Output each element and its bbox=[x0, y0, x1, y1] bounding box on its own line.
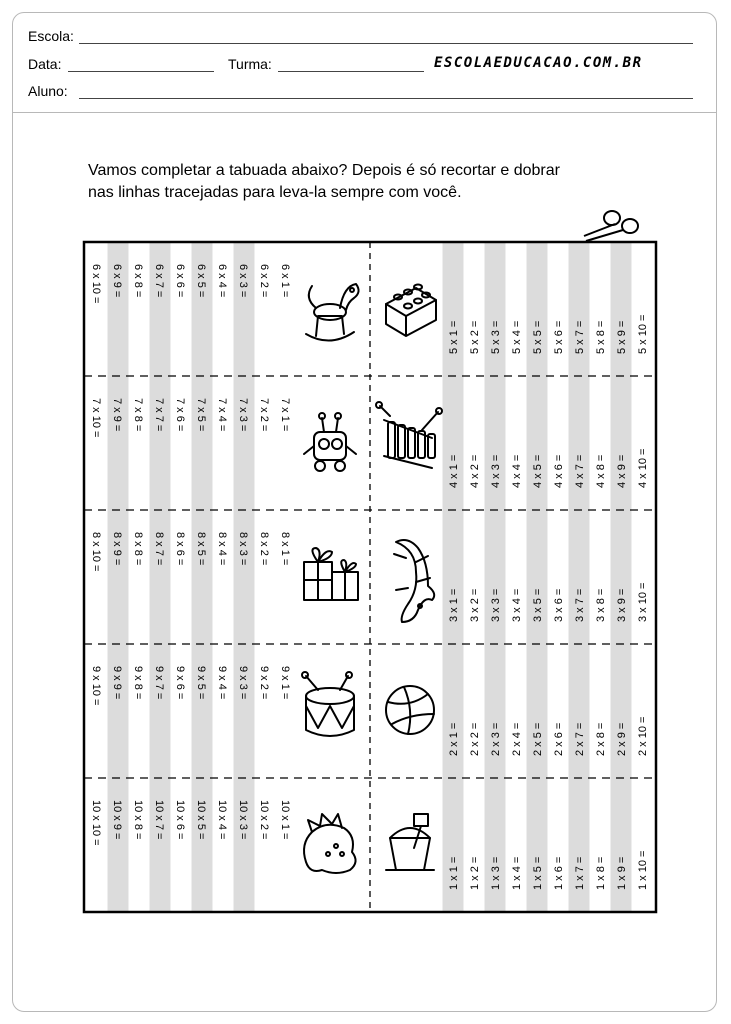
fact-8x7: 8 x 7 = bbox=[153, 532, 165, 566]
fact-2x3: 2 x 3 = bbox=[490, 722, 502, 756]
fact-10x5: 10 x 5 = bbox=[195, 800, 207, 840]
fact-6x1: 6 x 1 = bbox=[279, 264, 291, 298]
fact-6x5: 6 x 5 = bbox=[195, 264, 207, 298]
sand-bucket-icon bbox=[386, 814, 434, 870]
fact-6x10: 6 x 10 = bbox=[90, 264, 102, 304]
fact-5x3: 5 x 3 = bbox=[490, 320, 502, 354]
lego-block-icon bbox=[386, 285, 436, 337]
beach-ball-icon bbox=[386, 686, 434, 734]
fact-10x9: 10 x 9 = bbox=[111, 800, 123, 840]
fact-1x7: 1 x 7 = bbox=[574, 856, 586, 890]
fact-2x10: 2 x 10 = bbox=[637, 716, 649, 756]
instructions-line-1: Vamos completar a tabuada abaixo? Depois é só recortar e dobrar bbox=[88, 162, 560, 179]
fact-8x6: 8 x 6 = bbox=[174, 532, 186, 566]
fact-4x5: 4 x 5 = bbox=[532, 454, 544, 488]
drum-icon bbox=[302, 672, 354, 736]
turma-label: Turma: bbox=[228, 56, 272, 72]
fact-3x8: 3 x 8 = bbox=[595, 588, 607, 622]
fact-5x5: 5 x 5 = bbox=[532, 320, 544, 354]
fact-5x4: 5 x 4 = bbox=[511, 320, 523, 354]
fact-10x6: 10 x 6 = bbox=[174, 800, 186, 840]
fact-2x2: 2 x 2 = bbox=[469, 722, 481, 756]
fact-8x8: 8 x 8 = bbox=[132, 532, 144, 566]
fact-4x2: 4 x 2 = bbox=[469, 454, 481, 488]
robot-icon bbox=[304, 413, 356, 471]
fact-3x3: 3 x 3 = bbox=[490, 588, 502, 622]
fact-1x10: 1 x 10 = bbox=[637, 850, 649, 890]
fact-5x6: 5 x 6 = bbox=[553, 320, 565, 354]
fact-3x10: 3 x 10 = bbox=[637, 582, 649, 622]
fact-10x2: 10 x 2 = bbox=[258, 800, 270, 840]
fact-5x7: 5 x 7 = bbox=[574, 320, 586, 354]
fact-1x2: 1 x 2 = bbox=[469, 856, 481, 890]
fact-9x2: 9 x 2 = bbox=[258, 666, 270, 700]
fact-10x3: 10 x 3 = bbox=[237, 800, 249, 840]
fact-2x8: 2 x 8 = bbox=[595, 722, 607, 756]
rocking-horse-icon bbox=[306, 284, 359, 341]
site-brand: ESCOLAEDUCACAO.COM.BR bbox=[434, 55, 643, 71]
scissors-icon bbox=[584, 211, 638, 241]
fact-1x6: 1 x 6 = bbox=[553, 856, 565, 890]
fact-3x2: 3 x 2 = bbox=[469, 588, 481, 622]
fact-9x3: 9 x 3 = bbox=[237, 666, 249, 700]
fact-1x3: 1 x 3 = bbox=[490, 856, 502, 890]
fact-8x10: 8 x 10 = bbox=[90, 532, 102, 572]
fact-5x8: 5 x 8 = bbox=[595, 320, 607, 354]
fact-2x5: 2 x 5 = bbox=[532, 722, 544, 756]
fact-7x9: 7 x 9 = bbox=[111, 398, 123, 432]
xylophone-icon bbox=[376, 402, 442, 468]
fact-3x1: 3 x 1 = bbox=[448, 588, 460, 622]
fact-1x4: 1 x 4 = bbox=[511, 856, 523, 890]
pictures bbox=[302, 284, 442, 873]
fact-9x9: 9 x 9 = bbox=[111, 666, 123, 700]
fact-8x9: 8 x 9 = bbox=[111, 532, 123, 566]
fact-7x3: 7 x 3 = bbox=[237, 398, 249, 432]
fact-7x6: 7 x 6 = bbox=[174, 398, 186, 432]
fact-6x9: 6 x 9 = bbox=[111, 264, 123, 298]
fact-8x5: 8 x 5 = bbox=[195, 532, 207, 566]
fact-4x9: 4 x 9 = bbox=[616, 454, 628, 488]
fact-8x4: 8 x 4 = bbox=[216, 532, 228, 566]
fact-4x6: 4 x 6 = bbox=[553, 454, 565, 488]
fact-8x2: 8 x 2 = bbox=[258, 532, 270, 566]
escola-label: Escola: bbox=[28, 28, 74, 44]
fact-6x4: 6 x 4 = bbox=[216, 264, 228, 298]
fact-7x8: 7 x 8 = bbox=[132, 398, 144, 432]
fact-4x1: 4 x 1 = bbox=[448, 454, 460, 488]
fact-1x8: 1 x 8 = bbox=[595, 856, 607, 890]
fact-6x8: 6 x 8 = bbox=[132, 264, 144, 298]
fact-9x1: 9 x 1 = bbox=[279, 666, 291, 700]
fact-9x5: 9 x 5 = bbox=[195, 666, 207, 700]
fact-4x10: 4 x 10 = bbox=[637, 448, 649, 488]
fact-9x4: 9 x 4 = bbox=[216, 666, 228, 700]
fact-4x3: 4 x 3 = bbox=[490, 454, 502, 488]
fact-3x9: 3 x 9 = bbox=[616, 588, 628, 622]
fact-2x7: 2 x 7 = bbox=[574, 722, 586, 756]
fact-1x1: 1 x 1 = bbox=[448, 856, 460, 890]
fact-1x5: 1 x 5 = bbox=[532, 856, 544, 890]
dinosaur-icon bbox=[304, 814, 356, 873]
fact-5x2: 5 x 2 = bbox=[469, 320, 481, 354]
fact-7x7: 7 x 7 = bbox=[153, 398, 165, 432]
fact-9x8: 9 x 8 = bbox=[132, 666, 144, 700]
fact-1x9: 1 x 9 = bbox=[616, 856, 628, 890]
fact-3x4: 3 x 4 = bbox=[511, 588, 523, 622]
fact-9x6: 9 x 6 = bbox=[174, 666, 186, 700]
fact-3x5: 3 x 5 = bbox=[532, 588, 544, 622]
fact-4x8: 4 x 8 = bbox=[595, 454, 607, 488]
fact-10x4: 10 x 4 = bbox=[216, 800, 228, 840]
fact-7x2: 7 x 2 = bbox=[258, 398, 270, 432]
fact-2x4: 2 x 4 = bbox=[511, 722, 523, 756]
fact-3x6: 3 x 6 = bbox=[553, 588, 565, 622]
fact-5x9: 5 x 9 = bbox=[616, 320, 628, 354]
fact-7x5: 7 x 5 = bbox=[195, 398, 207, 432]
fact-5x10: 5 x 10 = bbox=[637, 314, 649, 354]
fact-10x8: 10 x 8 = bbox=[132, 800, 144, 840]
fact-4x4: 4 x 4 = bbox=[511, 454, 523, 488]
crocodile-icon bbox=[394, 540, 434, 622]
fact-10x1: 10 x 1 = bbox=[279, 800, 291, 840]
instructions-line-2: nas linhas tracejadas para leva-la sempre com você. bbox=[88, 184, 462, 201]
fact-3x7: 3 x 7 = bbox=[574, 588, 586, 622]
fact-8x1: 8 x 1 = bbox=[279, 532, 291, 566]
fact-6x7: 6 x 7 = bbox=[153, 264, 165, 298]
data-label: Data: bbox=[28, 56, 62, 72]
fact-10x7: 10 x 7 = bbox=[153, 800, 165, 840]
fact-6x3: 6 x 3 = bbox=[237, 264, 249, 298]
fact-7x10: 7 x 10 = bbox=[90, 398, 102, 438]
fact-10x10: 10 x 10 = bbox=[90, 800, 102, 846]
fact-8x3: 8 x 3 = bbox=[237, 532, 249, 566]
fact-6x6: 6 x 6 = bbox=[174, 264, 186, 298]
fact-2x6: 2 x 6 = bbox=[553, 722, 565, 756]
fact-2x9: 2 x 9 = bbox=[616, 722, 628, 756]
fact-7x4: 7 x 4 = bbox=[216, 398, 228, 432]
gift-boxes-icon bbox=[304, 548, 358, 600]
fact-4x7: 4 x 7 = bbox=[574, 454, 586, 488]
fact-2x1: 2 x 1 = bbox=[448, 722, 460, 756]
fact-9x10: 9 x 10 = bbox=[90, 666, 102, 706]
fact-9x7: 9 x 7 = bbox=[153, 666, 165, 700]
fact-6x2: 6 x 2 = bbox=[258, 264, 270, 298]
fact-7x1: 7 x 1 = bbox=[279, 398, 291, 432]
aluno-label: Aluno: bbox=[28, 83, 68, 99]
fact-5x1: 5 x 1 = bbox=[448, 320, 460, 354]
